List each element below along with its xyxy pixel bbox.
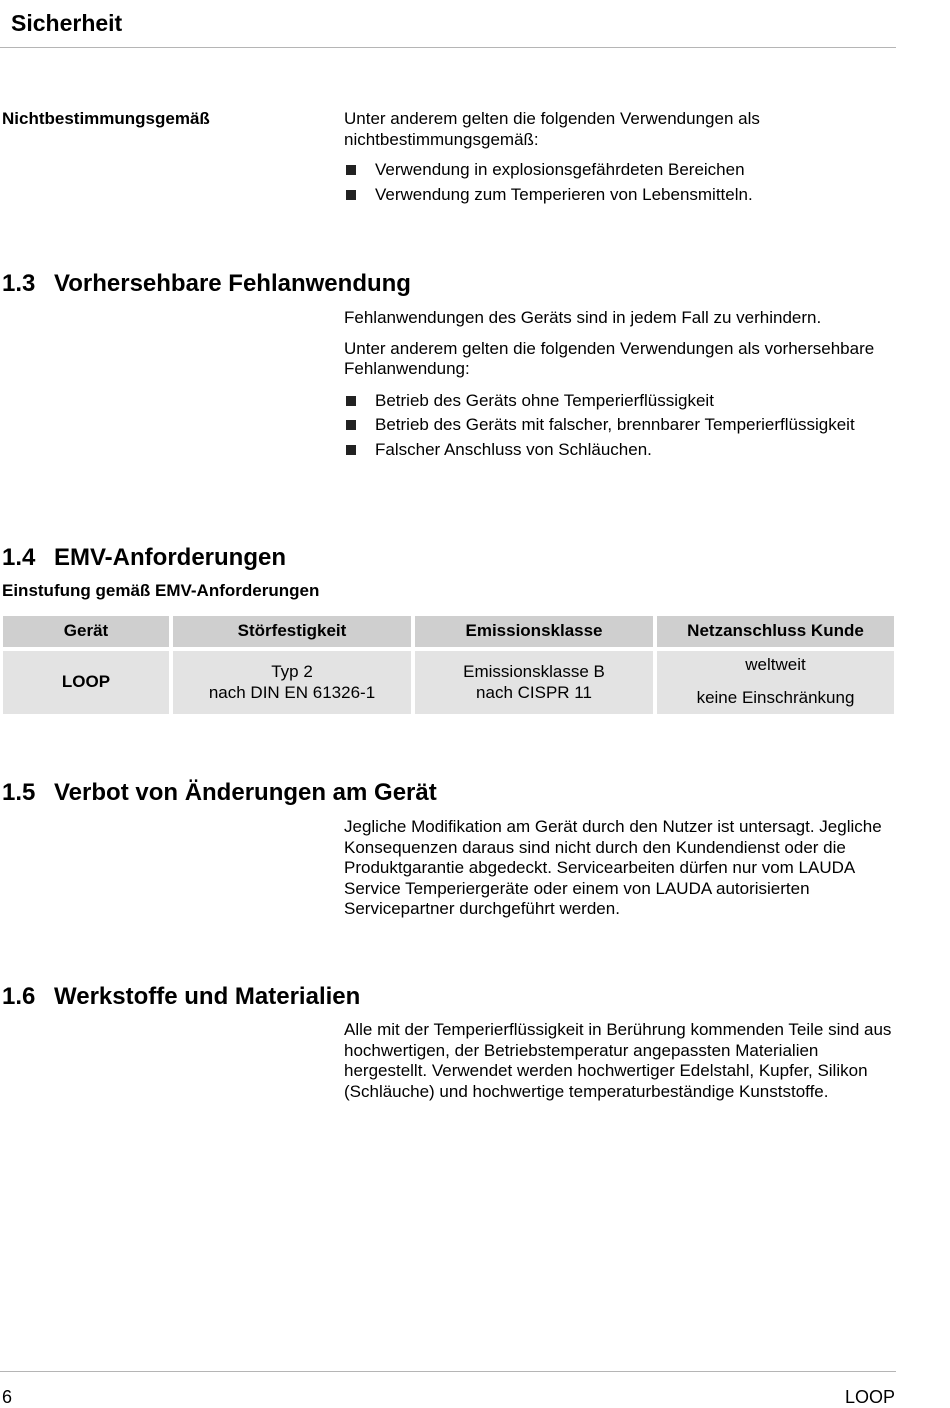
- bullet-square-icon: [346, 396, 356, 406]
- section-1-3-list: [344, 391, 896, 461]
- not-intended-intro: Unter anderem gelten die folgenden Verwendungen als nichtbestimmungsgemäß:: [344, 109, 760, 149]
- bullet-square-icon: [346, 190, 356, 200]
- page-header-title: Sicherheit: [11, 10, 123, 36]
- list-item: Verwendung zum Temperieren von Lebensmitteln.: [344, 185, 884, 206]
- bullet-square-icon: [346, 445, 356, 455]
- table-header-cell: Gerät: [3, 616, 169, 647]
- not-intended-body: [344, 109, 884, 209]
- table-cell-mains: weltweit keine Einschränkung: [657, 651, 894, 714]
- not-intended-label: Nichtbestimmungsgemäß: [2, 109, 210, 128]
- bullet-square-icon: [346, 420, 356, 430]
- list-item: Verwendung in explosionsgefährdeten Bereichen: [344, 160, 884, 181]
- section-heading-1-4: 1.4 EMV-Anforderungen: [2, 544, 286, 571]
- page-number: 6: [2, 1387, 13, 1407]
- emv-table: [3, 616, 894, 714]
- section-1-3-para1: Fehlanwendungen des Geräts sind in jedem Fall zu verhindern.: [344, 308, 822, 327]
- table-header-cell: Emissionsklasse: [415, 616, 653, 647]
- section-1-5-body: Jegliche Modifikation am Gerät durch den Nutzer ist untersagt. Jegliche Konsequenzen daraus sind nicht durch den Kundendienst oder die Produktgarantie abgedeckt. Servicearbeiten dürfen nur vom LAUDA Service Temperiergeräte oder einem von LAUDA autorisierten Servicepartner durchgeführt werden.: [344, 817, 882, 918]
- header-divider: [0, 47, 896, 48]
- table-cell-immunity: Typ 2 nach DIN EN 61326-1: [173, 651, 411, 714]
- section-1-3-body: [344, 308, 896, 464]
- section-heading-1-5: 1.5 Verbot von Änderungen am Gerät: [2, 779, 437, 806]
- footer-divider: [0, 1371, 896, 1372]
- table-cell-emission: Emissionsklasse B nach CISPR 11: [415, 651, 653, 714]
- table-header-cell: Netzanschluss Kunde: [657, 616, 894, 647]
- list-item: Betrieb des Geräts mit falscher, brennbarer Temperierflüssigkeit: [344, 415, 896, 436]
- section-1-6-body: Alle mit der Temperierflüssigkeit in Berührung kommenden Teile sind aus hochwertigen, der Betriebstemperatur angepassten Materialien hergestellt. Verwendet werden hochwertiger Edelstahl, Kupfer, Silikon (Schläuche) und hochwertige temperaturbeständige Kunststoffe.: [344, 1020, 892, 1101]
- bullet-square-icon: [346, 165, 356, 175]
- table-header-cell: Störfestigkeit: [173, 616, 411, 647]
- table-cell-device: LOOP: [3, 651, 169, 714]
- not-intended-list: [344, 160, 884, 205]
- list-item: Falscher Anschluss von Schläuchen.: [344, 440, 896, 461]
- list-item: Betrieb des Geräts ohne Temperierflüssigkeit: [344, 391, 896, 412]
- section-heading-1-6: 1.6 Werkstoffe und Materialien: [2, 983, 361, 1010]
- emv-table-caption: Einstufung gemäß EMV-Anforderungen: [2, 581, 320, 600]
- footer-model-name: LOOP: [844, 1387, 895, 1407]
- section-heading-1-3: 1.3 Vorhersehbare Fehlanwendung: [2, 270, 411, 297]
- section-1-3-para2: Unter anderem gelten die folgenden Verwendungen als vorhersehbare Fehlanwendung:: [344, 338, 875, 378]
